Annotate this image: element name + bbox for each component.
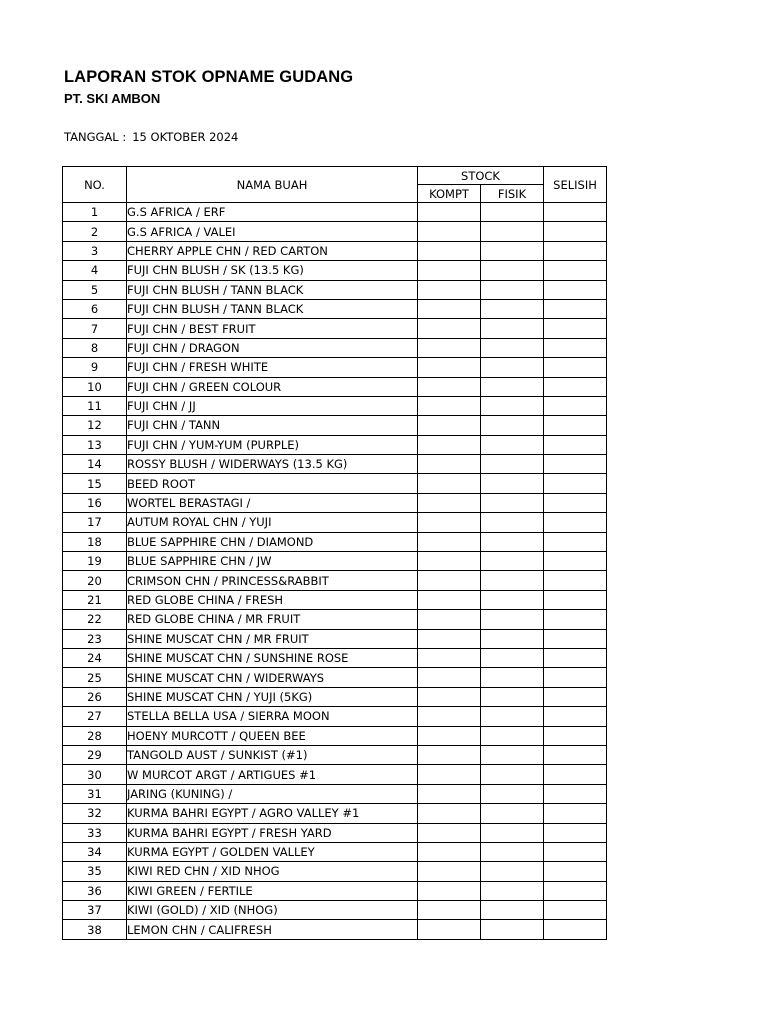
row-kompt-cell [418,455,481,474]
row-kompt-cell [418,765,481,784]
row-number: 17 [63,513,127,532]
row-fisik-cell [481,513,544,532]
row-fruit-name: SHINE MUSCAT CHN / YUJI (5KG) [127,687,418,706]
row-selisih-cell [544,396,607,415]
header-no: NO. [63,167,127,203]
row-number: 24 [63,648,127,667]
table-row [63,901,607,920]
row-fisik-cell [481,493,544,512]
table-row [63,513,607,532]
table-row [63,493,607,512]
row-selisih-cell [544,920,607,939]
row-kompt-cell [418,396,481,415]
row-kompt-cell [418,901,481,920]
row-selisih-cell [544,261,607,280]
row-number: 9 [63,358,127,377]
row-kompt-cell [418,358,481,377]
row-selisih-cell [544,474,607,493]
table-row [63,416,607,435]
row-kompt-cell [418,687,481,706]
row-number: 2 [63,222,127,241]
row-fruit-name: CHERRY APPLE CHN / RED CARTON [127,241,418,260]
row-selisih-cell [544,513,607,532]
row-kompt-cell [418,474,481,493]
row-number: 37 [63,901,127,920]
row-fisik-cell [481,823,544,842]
row-selisih-cell [544,687,607,706]
row-fruit-name: KURMA BAHRI EGYPT / AGRO VALLEY #1 [127,804,418,823]
row-kompt-cell [418,222,481,241]
row-number: 33 [63,823,127,842]
table-row [63,920,607,939]
row-number: 11 [63,396,127,415]
row-fruit-name: FUJI CHN / DRAGON [127,338,418,357]
row-selisih-cell [544,280,607,299]
row-selisih-cell [544,571,607,590]
row-fruit-name: G.S AFRICA / ERF [127,203,418,222]
company-name: PT. SKI AMBON [64,91,161,106]
row-kompt-cell [418,513,481,532]
table-row [63,726,607,745]
row-fruit-name: RED GLOBE CHINA / MR FRUIT [127,610,418,629]
table-row [63,707,607,726]
row-fruit-name: SHINE MUSCAT CHN / MR FRUIT [127,629,418,648]
row-number: 29 [63,745,127,764]
row-number: 15 [63,474,127,493]
row-kompt-cell [418,629,481,648]
row-number: 34 [63,842,127,861]
row-number: 19 [63,552,127,571]
row-selisih-cell [544,668,607,687]
row-fisik-cell [481,590,544,609]
row-number: 1 [63,203,127,222]
table-row [63,804,607,823]
row-selisih-cell [544,241,607,260]
row-fisik-cell [481,687,544,706]
row-fruit-name: FUJI CHN / BEST FRUIT [127,319,418,338]
table-row [63,319,607,338]
row-selisih-cell [544,319,607,338]
table-row [63,784,607,803]
row-selisih-cell [544,901,607,920]
table-row [63,455,607,474]
header-stock: STOCK [418,167,544,185]
row-selisih-cell [544,726,607,745]
row-fisik-cell [481,532,544,551]
row-fruit-name: G.S AFRICA / VALEI [127,222,418,241]
row-kompt-cell [418,203,481,222]
header-name: NAMA BUAH [127,167,418,203]
row-fisik-cell [481,280,544,299]
row-fisik-cell [481,920,544,939]
table-row [63,435,607,454]
row-fisik-cell [481,862,544,881]
row-number: 14 [63,455,127,474]
table-row [63,222,607,241]
row-fruit-name: BEED ROOT [127,474,418,493]
row-selisih-cell [544,203,607,222]
header-selisih: SELISIH [544,167,607,203]
row-number: 23 [63,629,127,648]
row-number: 6 [63,299,127,318]
date-value: 15 OKTOBER 2024 [132,130,239,144]
row-number: 21 [63,590,127,609]
row-fruit-name: AUTUM ROYAL CHN / YUJI [127,513,418,532]
row-kompt-cell [418,319,481,338]
row-fisik-cell [481,203,544,222]
row-kompt-cell [418,377,481,396]
table-row [63,765,607,784]
table-row [63,668,607,687]
row-fisik-cell [481,668,544,687]
row-selisih-cell [544,862,607,881]
header-kompt: KOMPT [418,185,481,203]
row-fisik-cell [481,571,544,590]
row-fisik-cell [481,222,544,241]
row-fisik-cell [481,552,544,571]
row-kompt-cell [418,435,481,454]
table-row [63,552,607,571]
row-fisik-cell [481,241,544,260]
table-row [63,241,607,260]
row-fruit-name: WORTEL BERASTAGI / [127,493,418,512]
row-selisih-cell [544,358,607,377]
row-selisih-cell [544,222,607,241]
row-fisik-cell [481,745,544,764]
row-kompt-cell [418,280,481,299]
row-fruit-name: FUJI CHN BLUSH / TANN BLACK [127,280,418,299]
table-row [63,358,607,377]
row-kompt-cell [418,842,481,861]
row-number: 22 [63,610,127,629]
row-number: 7 [63,319,127,338]
stock-table [62,166,607,940]
row-fisik-cell [481,416,544,435]
row-fisik-cell [481,726,544,745]
table-row [63,396,607,415]
row-selisih-cell [544,416,607,435]
row-number: 30 [63,765,127,784]
row-fruit-name: KIWI RED CHN / XID NHOG [127,862,418,881]
table-row [63,842,607,861]
row-fruit-name: KIWI GREEN / FERTILE [127,881,418,900]
row-fruit-name: TANGOLD AUST / SUNKIST (#1) [127,745,418,764]
row-fruit-name: SHINE MUSCAT CHN / SUNSHINE ROSE [127,648,418,667]
table-row [63,532,607,551]
row-kompt-cell [418,881,481,900]
header-fisik: FISIK [481,185,544,203]
row-kompt-cell [418,668,481,687]
row-kompt-cell [418,571,481,590]
row-kompt-cell [418,610,481,629]
table-row [63,377,607,396]
table-row [63,687,607,706]
row-number: 32 [63,804,127,823]
row-selisih-cell [544,590,607,609]
row-fisik-cell [481,474,544,493]
row-fisik-cell [481,377,544,396]
row-fisik-cell [481,629,544,648]
row-selisih-cell [544,765,607,784]
row-kompt-cell [418,299,481,318]
row-selisih-cell [544,338,607,357]
table-row [63,338,607,357]
row-fisik-cell [481,901,544,920]
row-selisih-cell [544,532,607,551]
row-fruit-name: FUJI CHN / GREEN COLOUR [127,377,418,396]
row-number: 31 [63,784,127,803]
table-row [63,648,607,667]
table-row [63,862,607,881]
row-fisik-cell [481,299,544,318]
row-fruit-name: KIWI (GOLD) / XID (NHOG) [127,901,418,920]
row-fruit-name: FUJI CHN / TANN [127,416,418,435]
row-selisih-cell [544,804,607,823]
row-kompt-cell [418,726,481,745]
row-selisih-cell [544,745,607,764]
row-kompt-cell [418,590,481,609]
table-row [63,610,607,629]
date-line [64,130,238,144]
row-fisik-cell [481,648,544,667]
row-number: 38 [63,920,127,939]
row-fisik-cell [481,610,544,629]
row-number: 20 [63,571,127,590]
row-kompt-cell [418,493,481,512]
row-kompt-cell [418,804,481,823]
row-fruit-name: FUJI CHN / JJ [127,396,418,415]
row-fruit-name: KURMA BAHRI EGYPT / FRESH YARD [127,823,418,842]
row-fisik-cell [481,358,544,377]
row-selisih-cell [544,629,607,648]
table-body [63,203,607,940]
row-number: 35 [63,862,127,881]
row-fisik-cell [481,842,544,861]
row-fruit-name: CRIMSON CHN / PRINCESS&RABBIT [127,571,418,590]
row-fruit-name: BLUE SAPPHIRE CHN / JW [127,552,418,571]
row-selisih-cell [544,842,607,861]
row-fisik-cell [481,707,544,726]
row-selisih-cell [544,377,607,396]
row-kompt-cell [418,338,481,357]
row-kompt-cell [418,784,481,803]
row-selisih-cell [544,455,607,474]
row-fisik-cell [481,765,544,784]
table-row [63,280,607,299]
row-number: 3 [63,241,127,260]
row-fisik-cell [481,455,544,474]
row-number: 5 [63,280,127,299]
row-kompt-cell [418,920,481,939]
row-kompt-cell [418,532,481,551]
row-number: 26 [63,687,127,706]
table-row [63,629,607,648]
row-fruit-name: FUJI CHN / YUM-YUM (PURPLE) [127,435,418,454]
row-number: 4 [63,261,127,280]
table-row [63,571,607,590]
row-fisik-cell [481,881,544,900]
row-kompt-cell [418,707,481,726]
table-row [63,261,607,280]
row-fruit-name: KURMA EGYPT / GOLDEN VALLEY [127,842,418,861]
table-row [63,299,607,318]
row-fruit-name: LEMON CHN / CALIFRESH [127,920,418,939]
row-kompt-cell [418,416,481,435]
row-fruit-name: FUJI CHN / FRESH WHITE [127,358,418,377]
row-fruit-name: SHINE MUSCAT CHN / WIDERWAYS [127,668,418,687]
row-number: 25 [63,668,127,687]
row-selisih-cell [544,299,607,318]
row-fisik-cell [481,261,544,280]
row-fisik-cell [481,396,544,415]
row-fisik-cell [481,784,544,803]
row-number: 36 [63,881,127,900]
row-fisik-cell [481,319,544,338]
table-row [63,590,607,609]
row-fruit-name: FUJI CHN BLUSH / SK (13.5 KG) [127,261,418,280]
row-selisih-cell [544,435,607,454]
row-selisih-cell [544,552,607,571]
row-fruit-name: ROSSY BLUSH / WIDERWAYS (13.5 KG) [127,455,418,474]
row-fruit-name: JARING (KUNING) / [127,784,418,803]
table-row [63,823,607,842]
row-kompt-cell [418,241,481,260]
row-selisih-cell [544,881,607,900]
row-selisih-cell [544,610,607,629]
row-selisih-cell [544,707,607,726]
row-number: 18 [63,532,127,551]
row-fisik-cell [481,435,544,454]
row-selisih-cell [544,823,607,842]
row-fruit-name: STELLA BELLA USA / SIERRA MOON [127,707,418,726]
row-kompt-cell [418,862,481,881]
row-fisik-cell [481,804,544,823]
row-fisik-cell [481,338,544,357]
row-kompt-cell [418,823,481,842]
row-fruit-name: RED GLOBE CHINA / FRESH [127,590,418,609]
table-row [63,203,607,222]
row-number: 28 [63,726,127,745]
row-kompt-cell [418,552,481,571]
row-number: 8 [63,338,127,357]
table-row [63,881,607,900]
row-number: 27 [63,707,127,726]
row-fruit-name: HOENY MURCOTT / QUEEN BEE [127,726,418,745]
row-number: 10 [63,377,127,396]
row-number: 16 [63,493,127,512]
row-number: 12 [63,416,127,435]
row-fruit-name: BLUE SAPPHIRE CHN / DIAMOND [127,532,418,551]
table-row [63,745,607,764]
row-fruit-name: FUJI CHN BLUSH / TANN BLACK [127,299,418,318]
report-title: LAPORAN STOK OPNAME GUDANG [64,68,354,86]
date-label: TANGGAL : [64,130,127,144]
row-kompt-cell [418,648,481,667]
row-kompt-cell [418,745,481,764]
row-number: 13 [63,435,127,454]
row-kompt-cell [418,261,481,280]
row-selisih-cell [544,493,607,512]
row-selisih-cell [544,648,607,667]
row-selisih-cell [544,784,607,803]
row-fruit-name: W MURCOT ARGT / ARTIGUES #1 [127,765,418,784]
table-row [63,474,607,493]
